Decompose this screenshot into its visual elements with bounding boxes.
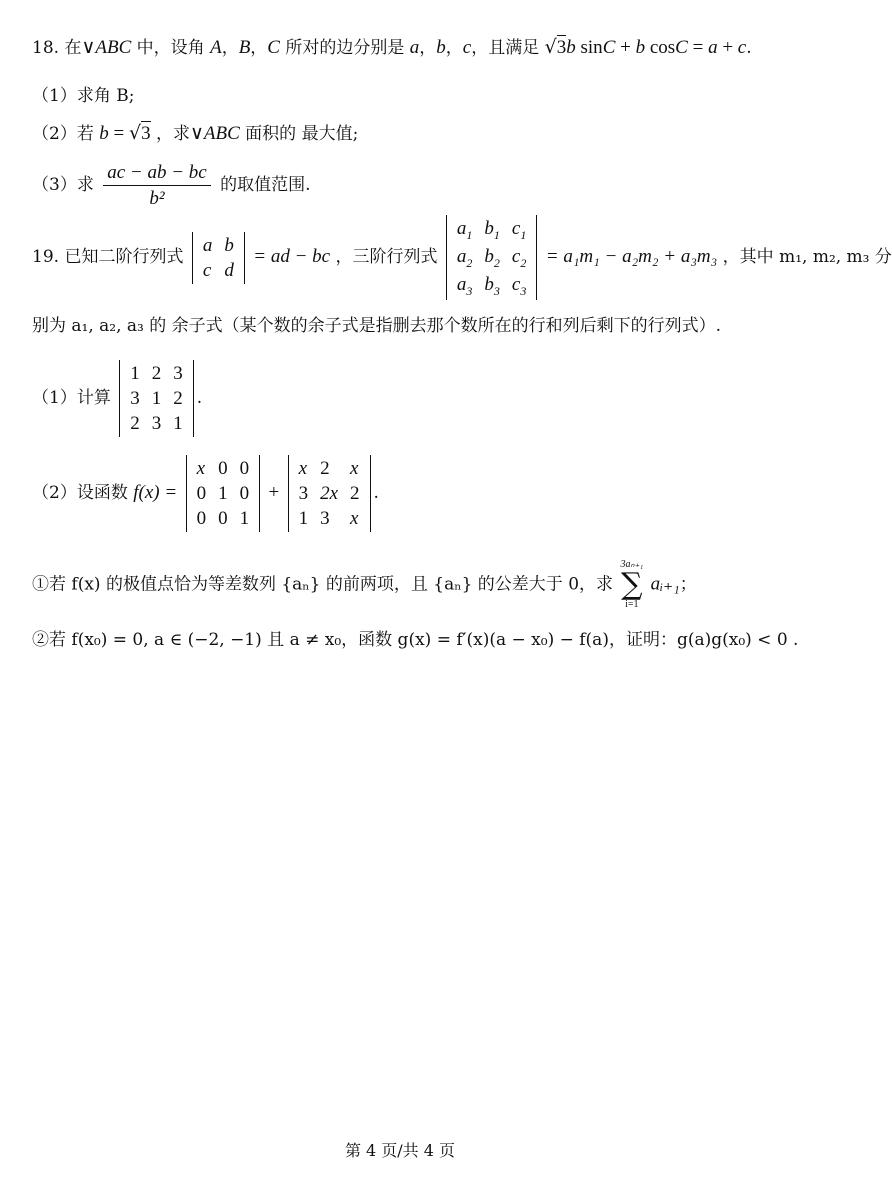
q19-number: 19. xyxy=(32,247,60,268)
q19-subpart2: ②若 f(x₀) = 0, a ∈ (−2, −1) 且 a ≠ x₀，函数 g(x) = f′(x)(a − x₀) − f(a)，证明：g(a)g(x₀) < 0 . xyxy=(32,630,799,650)
q19-part2-matrix2-cell: 2x xyxy=(320,483,339,504)
q19-part1-matrix-cell: 1 xyxy=(151,388,162,409)
q19-part2-matrix2-cell: 3 xyxy=(320,508,330,529)
q19-continuation: 别为 a₁, a₂, a₃ 的 余子式（某个数的余子式是指删去那个数所在的行和列后剩下的行列式）. xyxy=(32,316,722,336)
summation-symbol: 3aₙ₊₁ ∑ i=1 xyxy=(620,559,644,610)
q19-part1-matrix-cell: 2 xyxy=(151,363,162,384)
q18-part3: （3）求 $\frac{ac - ab - bc}{\text{b²}}$ 的取值范围. xyxy=(32,162,311,209)
q19-part1: （1）计算 1 2 3 3 1 2 2 3 1 . xyxy=(32,360,202,437)
third-order-determinant: $a_1$ $b_1$ $c_1$ $a_2$ $b_2$ $c_2$ $a_3$ $b_3$ $c_3$ xyxy=(446,215,537,300)
q19-part1-matrix-cell: 2 xyxy=(130,413,140,434)
q18-stem: 18. 在∨ABC 中，设角 A，B，C 所对的边分别是 a，b，c，且满足 √3b sinC + b cosC = a + c. xyxy=(32,36,752,58)
q19-part2-matrix1-cell: 0 xyxy=(196,483,207,504)
q19-part1-matrix-cell: 3 xyxy=(173,363,183,384)
q19-part2-matrix1-cell: 0 xyxy=(218,458,228,479)
q19-part2-matrix1-cell: 0 xyxy=(239,483,250,504)
page-footer: 第 4 页/共 4 页 xyxy=(344,1141,456,1160)
q19-subpart1: ①若 f(x) 的极值点恰为等差数列 {aₙ} 的前两项，且 {aₙ} 的公差大于 0，求 3aₙ₊₁ ∑ i=1 aᵢ₊₁； xyxy=(32,559,697,610)
q19-part2-matrix1-cell: 0 xyxy=(218,508,228,529)
q19-part1-matrix-cell: 1 xyxy=(130,363,140,384)
q19-part2-matrix2-cell: 1 xyxy=(298,508,309,529)
q19-part2-matrix1-cell: 0 xyxy=(239,458,250,479)
q18-part2: （2）若 b = √3 ，求∨ABC 面积的 最大值; xyxy=(32,122,359,144)
q19-part2-determinant-1 xyxy=(186,455,261,532)
q19-part2-matrix1-cell: x xyxy=(196,458,206,479)
q19-part2-matrix1-cell: 1 xyxy=(218,483,228,504)
q19-part2-matrix2-cell: x xyxy=(298,458,308,479)
q19-part2-matrix1-cell: 0 xyxy=(196,508,207,529)
q19-part2-matrix2-cell: x xyxy=(350,508,359,529)
q19-part2-matrix2-cell: 3 xyxy=(298,483,309,504)
q19-part2: （2）设函数 f(x) = x 0 0 0 1 0 0 0 1 + x 2 x 3 2x 2 1 3 x . xyxy=(32,455,379,532)
q19-stem: 19. 已知二阶行列式 a b c d = ad − bc ，三阶行列式 $a_1$ $b_1$ $c_1$ $a_2$ $b_2$ $c_2$ $a_3$ $b_3$ $c_3$ = a₁m₁ − a₂m₂ + a₃m₃ ，其中 m₁, m₂, m₃ 分 xyxy=(32,215,892,300)
q19-part1-matrix-cell: 3 xyxy=(130,388,140,409)
second-order-determinant: a b c d xyxy=(192,232,245,284)
q18-part1: （1）求角 B; xyxy=(32,86,135,106)
q19-part2-matrix2-cell: x xyxy=(350,458,359,479)
q19-part2-determinant-2 xyxy=(288,455,371,532)
q19-part1-matrix-cell: 2 xyxy=(173,388,183,409)
q19-part2-matrix2-cell: 2 xyxy=(350,483,360,504)
q18-fraction: $\frac{ac - ab - bc}{\text{b²}}$ xyxy=(103,163,211,208)
q19-part2-matrix2-cell: 2 xyxy=(320,458,330,479)
q19-part1-matrix-cell: 3 xyxy=(151,413,162,434)
q19-part2-matrix1-cell: 1 xyxy=(239,508,250,529)
q19-part1-matrix-cell: 1 xyxy=(173,413,183,434)
q18-number: 18. xyxy=(32,38,65,58)
q19-part1-determinant xyxy=(119,360,194,437)
